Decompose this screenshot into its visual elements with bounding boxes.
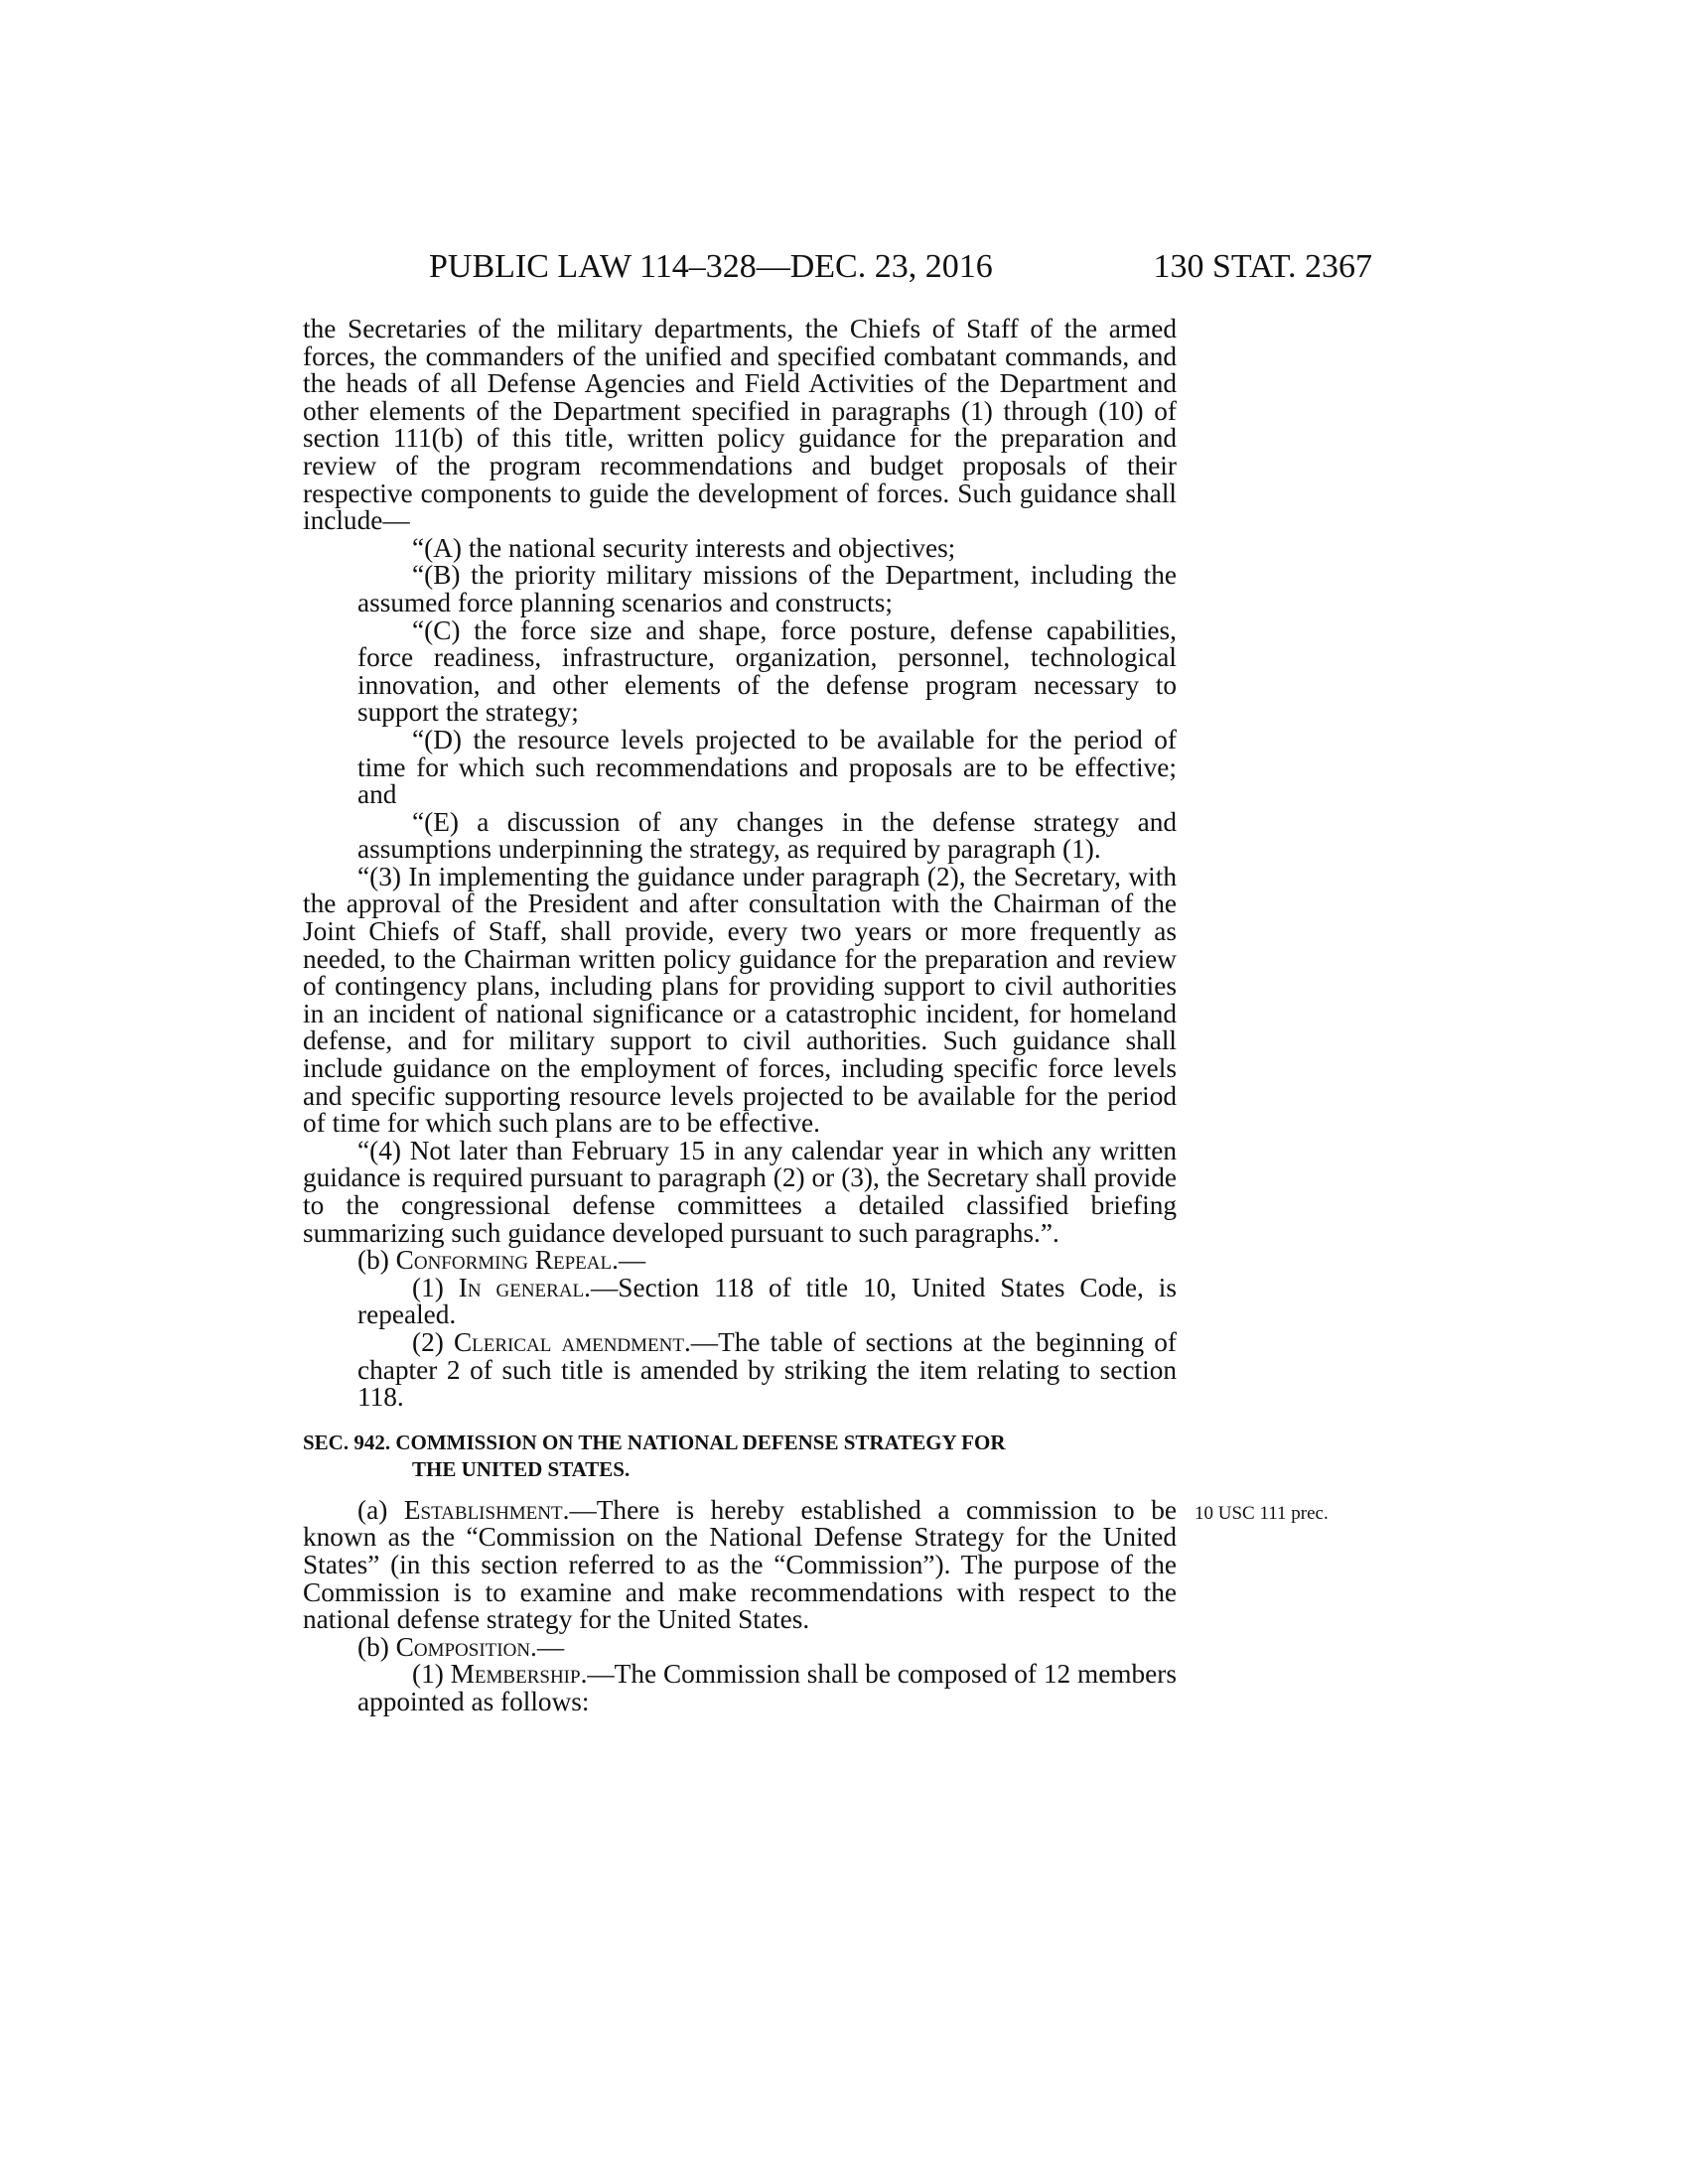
section-942-heading: SEC. 942. COMMISSION ON THE NATIONAL DEFENSE STRATEGY FOR THE UNITED STATES. (303, 1430, 1006, 1481)
statute-page-number: 130 STAT. 2367 (1153, 248, 1372, 285)
section-942-subsection-b: (b) Composition.— (357, 1631, 565, 1662)
subsection-b-conforming-repeal: (b) Conforming Repeal.— (357, 1245, 646, 1276)
paragraph-b2-clerical-amendment: (2) Clerical amendment.—The table of sections at the beginning of chapter 2 of such title is amended by striking the item relating to section 118. (357, 1326, 1178, 1413)
paragraph-3: “(3) In implementing the guidance under paragraph (2), the Secretary, with the approval of the President and after consultation with the Chairman of the Joint Chiefs of Staff, shall provide, every two years or more frequently as needed, to the Chairman written policy guidance for the preparation and review of contingency plans, including plans for providing support to civil authorities in an incident of national significance or a catastrophic incident, for homeland defense, and for military support to civil authorities. Such guidance shall include guidance on the employment of forces, including specific force levels and specific supporting resource levels projected to be available for the period of time for which such plans are to be effective. (303, 861, 1177, 1139)
running-head-title: PUBLIC LAW 114–328—DEC. 23, 2016 (429, 248, 993, 285)
paragraph-continuation: the Secretaries of the military departments, the Chiefs of Staff of the armed forces, the commanders of the unified and specified combatant commands, and the heads of all Defense Agencies and Field Activities of the Department and other elements of the Department specified in paragraphs (1) through (10) of section 111(b) of this title, written policy guidance for the preparation and review of the program recommendations and budget proposals of their respective components to guide the development of forces. Such guidance shall include— (303, 314, 1177, 536)
section-942-paragraph-b1: (1) Membership.—The Commission shall be composed of 12 members appointed as follows: (357, 1659, 1178, 1716)
margin-citation: 10 USC 111 prec. (1195, 1503, 1329, 1524)
subparagraph-d: “(D) the resource levels projected to be available for the period of time for which such recommendations and proposals are to be effective; and (357, 724, 1177, 810)
page-header (0, 248, 1688, 298)
section-942-subsection-a: (a) Establishment.—There is hereby established a commission to be known as the “Commission on the National Defense Strategy for the United States” (in this section referred to as the “Commission”). The purpose of the Commission is to examine and make recommendations with respect to the national defense strategy for the United States. (303, 1494, 1177, 1635)
body-text (303, 316, 1177, 1716)
paragraph-4: “(4) Not later than February 15 in any calendar year in which any written guidance is required pursuant to paragraph (2) or (3), the Secretary shall provide to the congressional defense committees a detailed classified briefing summarizing such guidance developed pursuant to such paragraphs.”. (303, 1135, 1177, 1248)
subparagraph-b: “(B) the priority military missions of the Department, including the assumed force planning scenarios and constructs; (357, 560, 1177, 617)
subparagraph-e: “(E) a discussion of any changes in the defense strategy and assumptions underpinning the strategy, as required by paragraph (1). (357, 806, 1177, 865)
subparagraph-a: “(A) the national security interests and objectives; (412, 532, 956, 563)
paragraph-b1-in-general: (1) In general.—Section 118 of title 10, United States Code, is repealed. (357, 1272, 1178, 1330)
subparagraph-c: “(C) the force size and shape, force posture, defense capabilities, force readiness, infrastructure, organization, personnel, technological innovation, and other elements of the defense program necessary to support the strategy; (357, 614, 1177, 728)
